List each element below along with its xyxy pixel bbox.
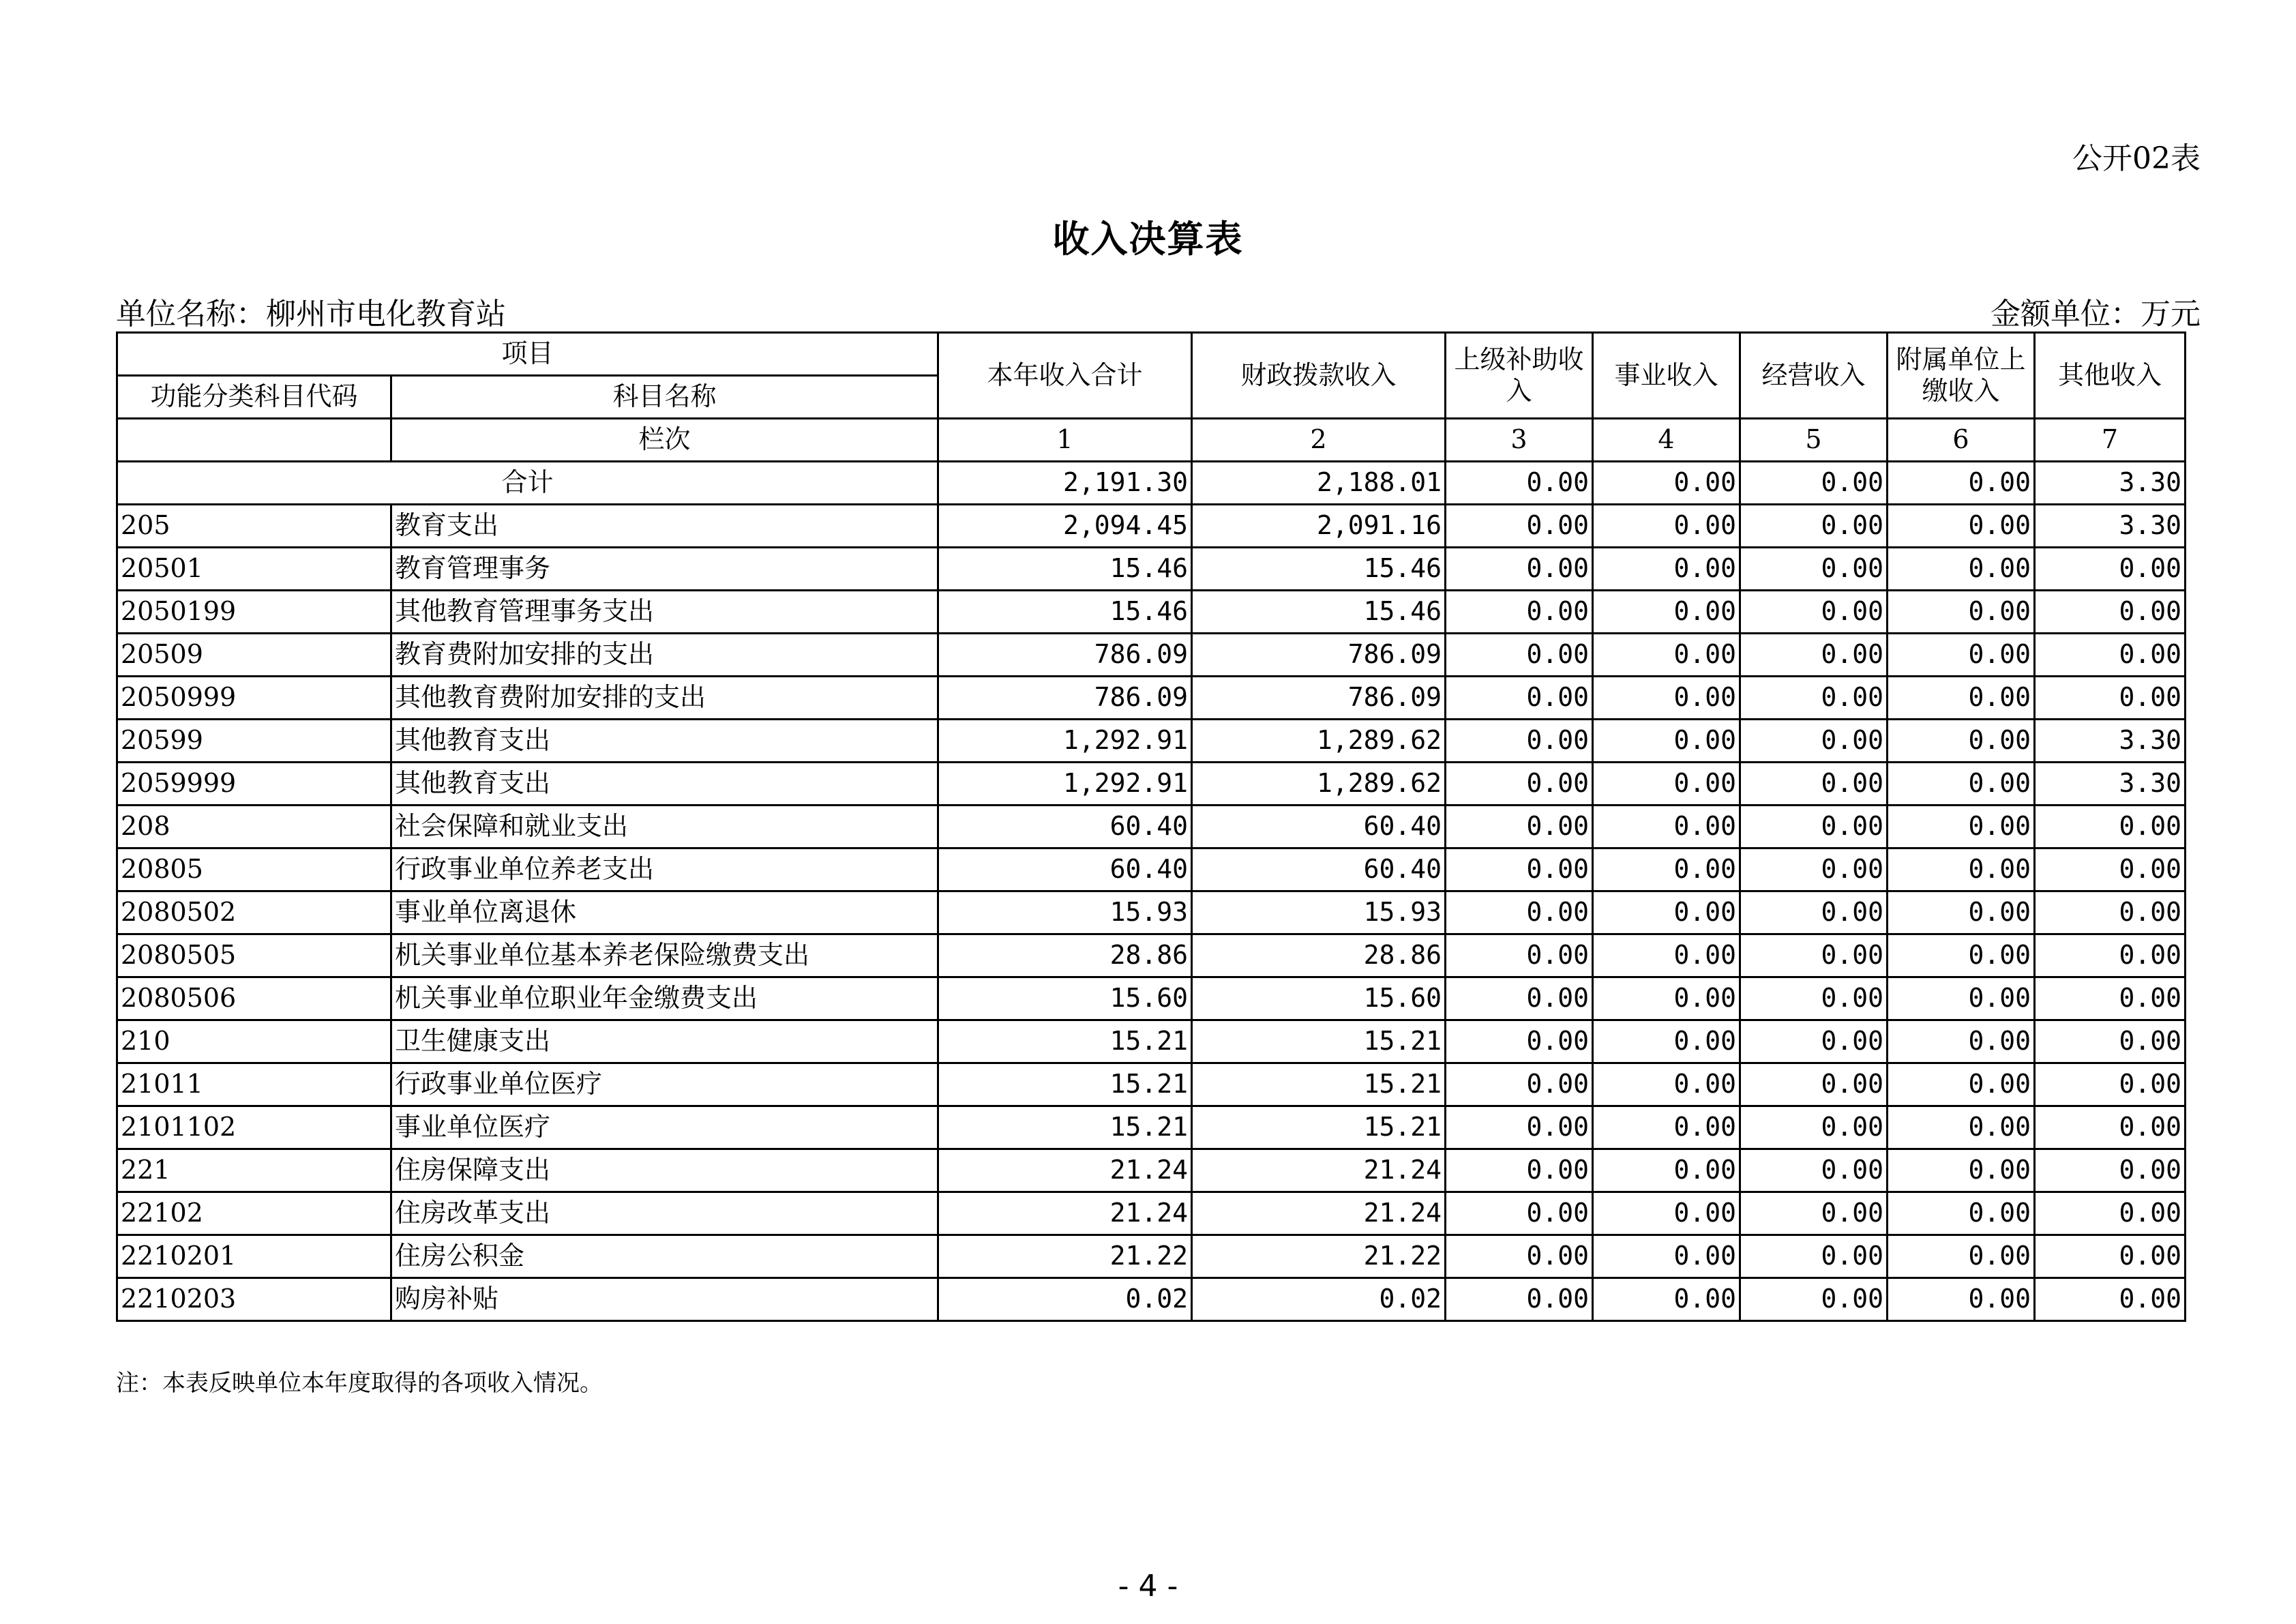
amount-cell: 0.00: [1446, 591, 1593, 634]
amount-cell: 3.30: [2035, 505, 2186, 548]
amount-cell: 0.00: [1740, 720, 1888, 763]
table-row: [117, 634, 2186, 677]
amount-cell: 0.00: [1740, 806, 1888, 848]
amount-cell: 60.40: [938, 806, 1192, 848]
subject-code: 2050199: [117, 591, 391, 634]
amount-cell: 0.00: [1593, 1192, 1740, 1235]
amount-cell: 0.00: [1446, 677, 1593, 720]
amount-cell: 0.00: [1446, 1020, 1593, 1063]
amount-cell: 0.00: [2035, 977, 2186, 1020]
header-fiscal: 财政拨款收入: [1192, 333, 1446, 419]
amount-cell: 0.00: [1593, 1063, 1740, 1106]
table-note: 注：本表反映单位本年度取得的各项收入情况。: [116, 1370, 603, 1397]
amount-cell: 0.00: [1888, 720, 2035, 763]
subject-code: 2080502: [117, 891, 391, 934]
amount-cell: 0.00: [1593, 720, 1740, 763]
subject-name: 住房保障支出: [391, 1149, 938, 1192]
subject-code: 2101102: [117, 1106, 391, 1149]
amount-cell: 21.24: [938, 1149, 1192, 1192]
table-row: [117, 677, 2186, 720]
table-row: [117, 891, 2186, 934]
amount-cell: 15.93: [938, 891, 1192, 934]
subject-code: 22102: [117, 1192, 391, 1235]
amount-cell: 0.00: [1888, 848, 2035, 891]
header-operating: 经营收入: [1740, 333, 1888, 419]
total-value: 0.00: [1888, 462, 2035, 505]
amount-cell: 15.46: [1192, 548, 1446, 591]
subject-code: 2210203: [117, 1278, 391, 1321]
amount-cell: 0.00: [1888, 1149, 2035, 1192]
subject-code: 2080506: [117, 977, 391, 1020]
amount-cell: 0.00: [1740, 848, 1888, 891]
amount-cell: 0.02: [938, 1278, 1192, 1321]
amount-cell: 2,094.45: [938, 505, 1192, 548]
amount-cell: 15.21: [1192, 1106, 1446, 1149]
subject-name: 社会保障和就业支出: [391, 806, 938, 848]
amount-cell: 0.00: [1446, 977, 1593, 1020]
subject-name: 教育支出: [391, 505, 938, 548]
subject-name: 行政事业单位医疗: [391, 1063, 938, 1106]
subject-code: 221: [117, 1149, 391, 1192]
amount-cell: 15.46: [1192, 591, 1446, 634]
column-index-blank: [117, 419, 391, 462]
column-index-5: 5: [1740, 419, 1888, 462]
amount-cell: 0.00: [2035, 848, 2186, 891]
subject-name: 其他教育费附加安排的支出: [391, 677, 938, 720]
amount-cell: 0.00: [1446, 720, 1593, 763]
subject-code: 208: [117, 806, 391, 848]
amount-cell: 786.09: [1192, 677, 1446, 720]
table-row: [117, 1063, 2186, 1106]
table-row: [117, 1278, 2186, 1321]
table-row: [117, 1149, 2186, 1192]
table-row: [117, 806, 2186, 848]
amount-cell: 0.00: [1740, 677, 1888, 720]
amount-cell: 2,091.16: [1192, 505, 1446, 548]
amount-cell: 0.00: [1888, 548, 2035, 591]
table-row: [117, 1192, 2186, 1235]
amount-cell: 0.00: [1446, 1235, 1593, 1278]
amount-cell: 0.00: [1446, 548, 1593, 591]
amount-cell: 0.00: [1593, 505, 1740, 548]
amount-cell: 0.00: [1740, 1020, 1888, 1063]
total-value: 3.30: [2035, 462, 2186, 505]
subject-name: 机关事业单位基本养老保险缴费支出: [391, 934, 938, 977]
amount-cell: 0.00: [1888, 677, 2035, 720]
subject-name: 教育管理事务: [391, 548, 938, 591]
subject-code: 2210201: [117, 1235, 391, 1278]
table-row: [117, 1020, 2186, 1063]
amount-cell: 0.00: [1593, 677, 1740, 720]
subject-name: 购房补贴: [391, 1278, 938, 1321]
subject-name: 其他教育支出: [391, 720, 938, 763]
subject-code: 2050999: [117, 677, 391, 720]
table-row: [117, 505, 2186, 548]
amount-cell: 0.00: [1593, 548, 1740, 591]
amount-cell: 21.22: [1192, 1235, 1446, 1278]
amount-cell: 21.22: [938, 1235, 1192, 1278]
subject-name: 事业单位离退休: [391, 891, 938, 934]
amount-cell: 0.00: [1740, 763, 1888, 806]
amount-cell: 0.00: [1593, 634, 1740, 677]
total-row: [117, 462, 2186, 505]
subject-code: 205: [117, 505, 391, 548]
amount-cell: 0.00: [1888, 763, 2035, 806]
amount-cell: 0.00: [1888, 1020, 2035, 1063]
amount-cell: 0.00: [1740, 1106, 1888, 1149]
amount-cell: 21.24: [938, 1192, 1192, 1235]
table-row: [117, 548, 2186, 591]
amount-cell: 0.00: [1740, 1063, 1888, 1106]
header-business: 事业收入: [1593, 333, 1740, 419]
header-affiliated-line1: 附属单位上: [1896, 344, 2026, 374]
table-row: [117, 848, 2186, 891]
amount-cell: 0.00: [1593, 1106, 1740, 1149]
amount-cell: 3.30: [2035, 720, 2186, 763]
subject-code: 21011: [117, 1063, 391, 1106]
amount-cell: 15.46: [938, 548, 1192, 591]
amount-cell: 15.21: [1192, 1063, 1446, 1106]
table-row: [117, 977, 2186, 1020]
table-row: [117, 763, 2186, 806]
amount-cell: 0.00: [1593, 977, 1740, 1020]
subject-name: 其他教育支出: [391, 763, 938, 806]
amount-cell: 0.00: [1593, 1278, 1740, 1321]
table-row: [117, 1106, 2186, 1149]
amount-cell: 0.00: [1888, 1063, 2035, 1106]
subject-name: 行政事业单位养老支出: [391, 848, 938, 891]
amount-cell: 0.00: [1593, 1149, 1740, 1192]
amount-cell: 0.00: [1446, 1278, 1593, 1321]
amount-cell: 15.46: [938, 591, 1192, 634]
amount-cell: 0.00: [2035, 1106, 2186, 1149]
amount-cell: 15.21: [938, 1020, 1192, 1063]
amount-cell: 0.00: [1740, 1278, 1888, 1321]
header-subject-name: 科目名称: [391, 376, 938, 419]
form-number: 公开02表: [2072, 141, 2201, 176]
amount-cell: 28.86: [1192, 934, 1446, 977]
amount-cell: 0.00: [1446, 1149, 1593, 1192]
subject-name: 住房改革支出: [391, 1192, 938, 1235]
subject-code: 20805: [117, 848, 391, 891]
amount-cell: 0.00: [1740, 591, 1888, 634]
header-total: 本年收入合计: [938, 333, 1192, 419]
page-title: 收入决算表: [1052, 217, 1244, 261]
table-row: [117, 720, 2186, 763]
amount-cell: 0.00: [2035, 1192, 2186, 1235]
amount-cell: 60.40: [1192, 806, 1446, 848]
amount-cell: 0.00: [1446, 1106, 1593, 1149]
amount-cell: 0.00: [1888, 1106, 2035, 1149]
subject-code: 2059999: [117, 763, 391, 806]
amount-cell: 15.60: [1192, 977, 1446, 1020]
amount-cell: 0.00: [1888, 505, 2035, 548]
subject-name: 住房公积金: [391, 1235, 938, 1278]
amount-cell: 0.00: [2035, 891, 2186, 934]
amount-cell: 0.00: [1446, 848, 1593, 891]
amount-cell: 1,289.62: [1192, 720, 1446, 763]
amount-cell: 0.00: [1740, 1149, 1888, 1192]
amount-cell: 0.00: [1593, 848, 1740, 891]
amount-cell: 1,292.91: [938, 763, 1192, 806]
amount-cell: 0.00: [1888, 1235, 2035, 1278]
subject-name: 机关事业单位职业年金缴费支出: [391, 977, 938, 1020]
amount-cell: 0.00: [2035, 591, 2186, 634]
header-superior-line2: 入: [1506, 375, 1532, 406]
amount-cell: 0.00: [1593, 934, 1740, 977]
header-code: 功能分类科目代码: [117, 376, 391, 419]
amount-cell: 0.00: [2035, 1235, 2186, 1278]
column-index-row: [117, 419, 2186, 462]
amount-cell: 0.00: [1740, 891, 1888, 934]
amount-cell: 21.24: [1192, 1192, 1446, 1235]
amount-cell: 0.00: [1740, 505, 1888, 548]
header-affiliated-line2: 缴收入: [1922, 375, 2000, 406]
column-index-1: 1: [938, 419, 1192, 462]
subject-code: 20509: [117, 634, 391, 677]
total-value: 2,191.30: [938, 462, 1192, 505]
amount-cell: 0.00: [1446, 891, 1593, 934]
amount-cell: 15.21: [1192, 1020, 1446, 1063]
amount-cell: 0.00: [1740, 1235, 1888, 1278]
amount-cell: 1,289.62: [1192, 763, 1446, 806]
page-number: - 4 -: [1118, 1569, 1178, 1604]
unit-name: 单位名称：柳州市电化教育站: [116, 297, 506, 331]
amount-cell: 0.02: [1192, 1278, 1446, 1321]
column-index-3: 3: [1446, 419, 1593, 462]
table-row: [117, 591, 2186, 634]
amount-cell: 28.86: [938, 934, 1192, 977]
amount-cell: 786.09: [938, 677, 1192, 720]
subject-code: 2080505: [117, 934, 391, 977]
subject-name: 教育费附加安排的支出: [391, 634, 938, 677]
amount-cell: 0.00: [1446, 763, 1593, 806]
amount-cell: 0.00: [1740, 1192, 1888, 1235]
total-label: 合计: [117, 462, 938, 505]
amount-cell: 0.00: [2035, 634, 2186, 677]
column-index-4: 4: [1593, 419, 1740, 462]
amount-cell: 0.00: [2035, 1020, 2186, 1063]
amount-cell: 786.09: [1192, 634, 1446, 677]
amount-cell: 0.00: [2035, 1063, 2186, 1106]
amount-cell: 0.00: [1740, 934, 1888, 977]
amount-cell: 0.00: [2035, 548, 2186, 591]
amount-cell: 0.00: [1888, 977, 2035, 1020]
subject-name: 其他教育管理事务支出: [391, 591, 938, 634]
amount-cell: 0.00: [1888, 591, 2035, 634]
header-project: 项目: [117, 333, 938, 376]
amount-cell: 0.00: [1740, 548, 1888, 591]
amount-cell: 0.00: [1740, 977, 1888, 1020]
header-row-1: [117, 333, 2186, 376]
amount-cell: 0.00: [1446, 806, 1593, 848]
amount-cell: 0.00: [1446, 1192, 1593, 1235]
total-value: 0.00: [1740, 462, 1888, 505]
amount-cell: 0.00: [1593, 1020, 1740, 1063]
subject-code: 210: [117, 1020, 391, 1063]
amount-cell: 0.00: [1446, 1063, 1593, 1106]
amount-cell: 0.00: [1888, 934, 2035, 977]
amount-cell: 0.00: [1446, 934, 1593, 977]
total-value: 0.00: [1593, 462, 1740, 505]
amount-cell: 0.00: [2035, 1149, 2186, 1192]
amount-cell: 786.09: [938, 634, 1192, 677]
amount-cell: 3.30: [2035, 763, 2186, 806]
amount-cell: 0.00: [1888, 634, 2035, 677]
amount-cell: 0.00: [1888, 1278, 2035, 1321]
amount-cell: 0.00: [1888, 1192, 2035, 1235]
amount-cell: 0.00: [2035, 934, 2186, 977]
column-index-label: 栏次: [391, 419, 938, 462]
amount-cell: 0.00: [1740, 634, 1888, 677]
table-row: [117, 1235, 2186, 1278]
amount-cell: 0.00: [1446, 634, 1593, 677]
amount-cell: 0.00: [2035, 806, 2186, 848]
amount-cell: 60.40: [1192, 848, 1446, 891]
amount-cell: 0.00: [1446, 505, 1593, 548]
column-index-2: 2: [1192, 419, 1446, 462]
header-affiliated: [1888, 333, 2035, 419]
amount-cell: 0.00: [1888, 891, 2035, 934]
amount-cell: 21.24: [1192, 1149, 1446, 1192]
total-value: 2,188.01: [1192, 462, 1446, 505]
amount-cell: 60.40: [938, 848, 1192, 891]
amount-cell: 15.21: [938, 1106, 1192, 1149]
subject-code: 20599: [117, 720, 391, 763]
amount-cell: 0.00: [2035, 1278, 2186, 1321]
amount-cell: 0.00: [1593, 763, 1740, 806]
header-other: 其他收入: [2035, 333, 2186, 419]
amount-cell: 0.00: [1593, 806, 1740, 848]
amount-cell: 15.60: [938, 977, 1192, 1020]
subject-name: 事业单位医疗: [391, 1106, 938, 1149]
amount-cell: 0.00: [1593, 891, 1740, 934]
amount-cell: 0.00: [1593, 591, 1740, 634]
amount-cell: 15.21: [938, 1063, 1192, 1106]
column-index-7: 7: [2035, 419, 2186, 462]
header-superior-line1: 上级补助收: [1454, 344, 1584, 374]
table-row: [117, 934, 2186, 977]
subject-code: 20501: [117, 548, 391, 591]
column-index-6: 6: [1888, 419, 2035, 462]
total-value: 0.00: [1446, 462, 1593, 505]
amount-cell: 0.00: [2035, 677, 2186, 720]
amount-cell: 15.93: [1192, 891, 1446, 934]
amount-cell: 0.00: [1593, 1235, 1740, 1278]
income-table: [116, 331, 2186, 1322]
header-superior: [1446, 333, 1593, 419]
amount-cell: 1,292.91: [938, 720, 1192, 763]
amount-cell: 0.00: [1888, 806, 2035, 848]
amount-unit: 金额单位：万元: [1991, 297, 2201, 331]
subject-name: 卫生健康支出: [391, 1020, 938, 1063]
